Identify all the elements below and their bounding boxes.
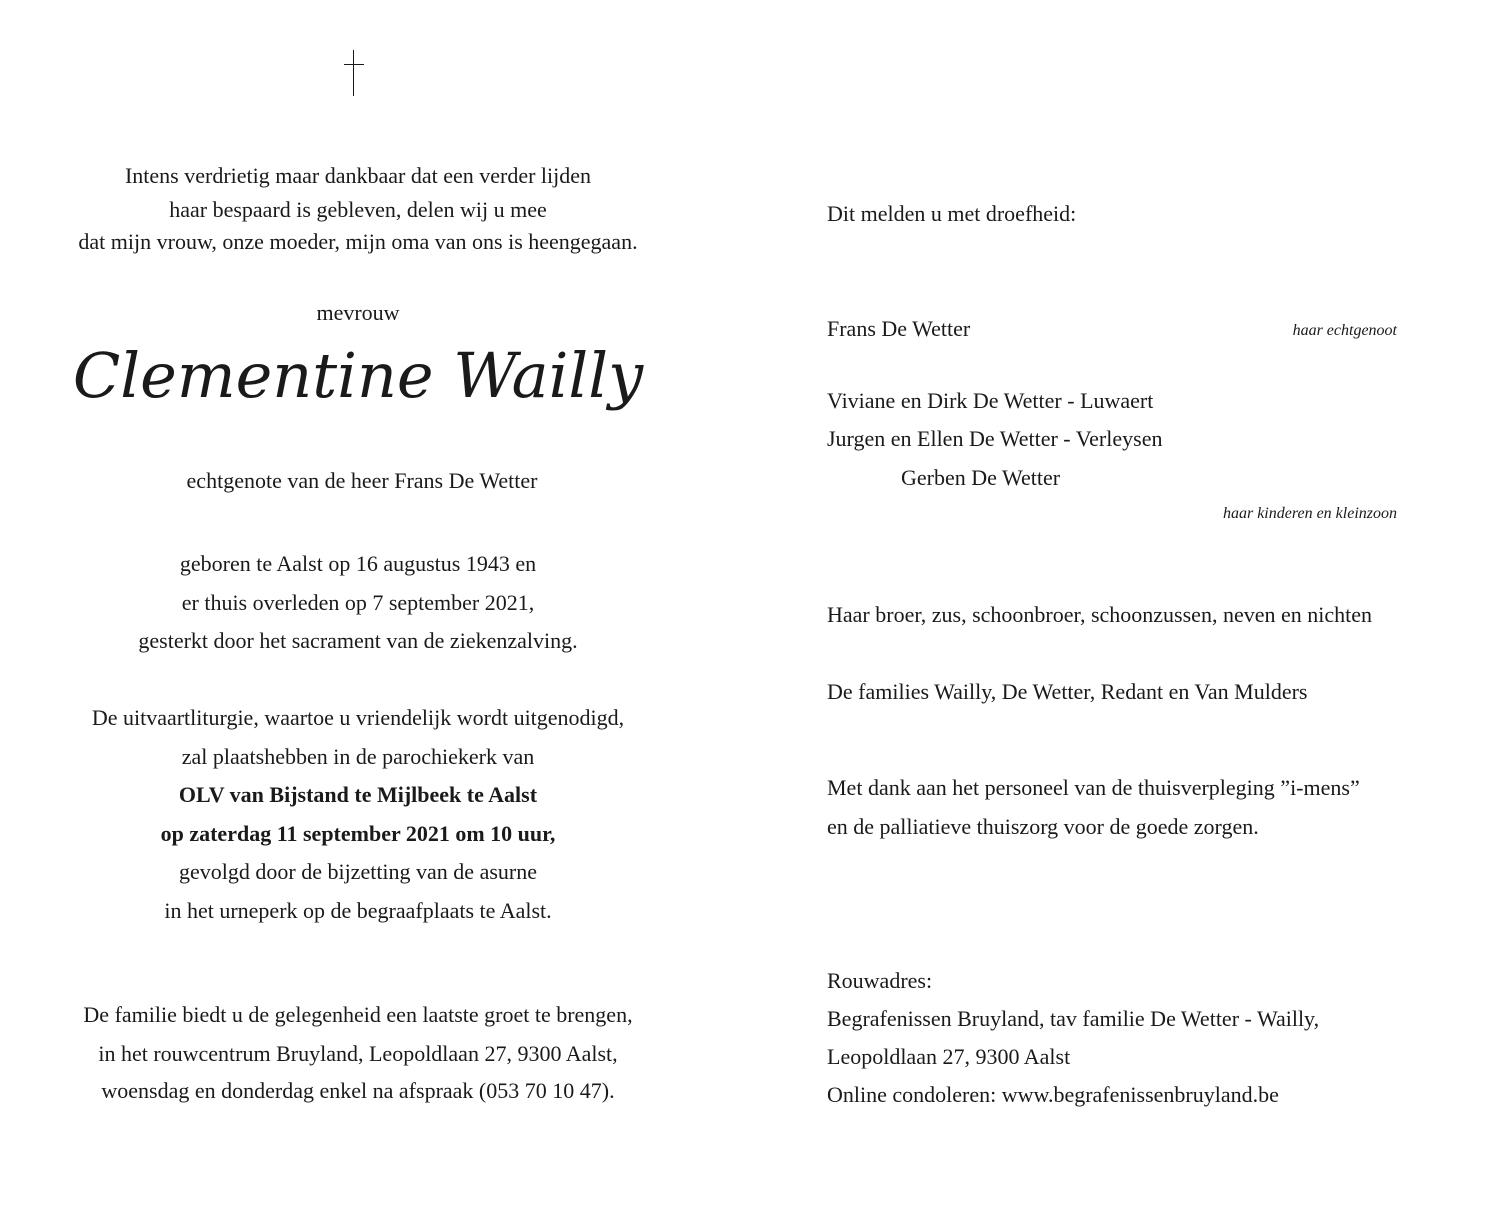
relatives-line: Haar broer, zus, schoonbroer, schoonzussen, neven en nichten (827, 602, 1372, 627)
funeral-date: op zaterdag 11 september 2021 om 10 uur, (160, 821, 556, 846)
child-line-2: Jurgen en Ellen De Wetter - Verleysen (827, 426, 1163, 451)
announcement-heading: Dit melden u met droefheid: (827, 201, 1077, 226)
intro-line-1: Intens verdrietig maar dankbaar dat een verder lijden (124, 163, 592, 188)
funeral-line-1: De uitvaartliturgie, waartoe u vriendelijk wordt uitgenodigd, (91, 705, 625, 730)
intro-line-2: haar bespaard is gebleven, delen wij u mee (169, 197, 547, 222)
visit-line-2: in het rouwcentrum Bruyland, Leopoldlaan 27, 9300 Aalst, (98, 1041, 618, 1066)
thanks-line-2: en de palliatieve thuiszorg voor de goede zorgen. (827, 814, 1259, 839)
thanks-line-1: Met dank aan het personeel van de thuisverpleging ”i-mens” (827, 775, 1360, 800)
funeral-line-5: gevolgd door de bijzetting van de asurne (178, 859, 537, 884)
husband-note: haar echtgenoot (1292, 322, 1397, 339)
address-label: Rouwadres: (827, 968, 933, 993)
grandchild-line: Gerben De Wetter (901, 465, 1061, 490)
birth-line-2: er thuis overleden op 7 september 2021, (181, 590, 535, 615)
funeral-church: OLV van Bijstand te Mijlbeek te Aalst (178, 782, 538, 807)
online-condolence: Online condoleren: www.begrafenissenbruyland.be (827, 1082, 1279, 1107)
funeral-line-2: zal plaatshebben in de parochiekerk van (181, 744, 535, 769)
visit-line-3: woensdag en donderdag enkel na afspraak (053 70 10 47). (101, 1078, 615, 1103)
cross-icon (342, 50, 366, 96)
salutation: mevrouw (316, 300, 400, 325)
intro-line-3: dat mijn vrouw, onze moeder, mijn oma van ons is heengegaan. (78, 229, 638, 254)
funeral-line-6: in het urneperk op de begraafplaats te Aalst. (164, 898, 552, 923)
spouse-line: echtgenote van de heer Frans De Wetter (186, 468, 538, 493)
address-line-1: Begrafenissen Bruyland, tav familie De Wetter - Wailly, (827, 1006, 1320, 1031)
birth-line-3: gesterkt door het sacrament van de ziekenzalving. (138, 628, 578, 653)
birth-line-1: geboren te Aalst op 16 augustus 1943 en (179, 551, 537, 576)
child-line-1: Viviane en Dirk De Wetter - Luwaert (827, 388, 1154, 413)
husband-name: Frans De Wetter (827, 316, 971, 341)
visit-line-1: De familie biedt u de gelegenheid een laatste groet te brengen, (83, 1002, 633, 1027)
families-line: De families Wailly, De Wetter, Redant en Van Mulders (827, 679, 1308, 704)
children-note: haar kinderen en kleinzoon (1222, 505, 1397, 522)
deceased-name: Clementine Wailly (72, 339, 644, 412)
address-line-2: Leopoldlaan 27, 9300 Aalst (827, 1044, 1071, 1069)
